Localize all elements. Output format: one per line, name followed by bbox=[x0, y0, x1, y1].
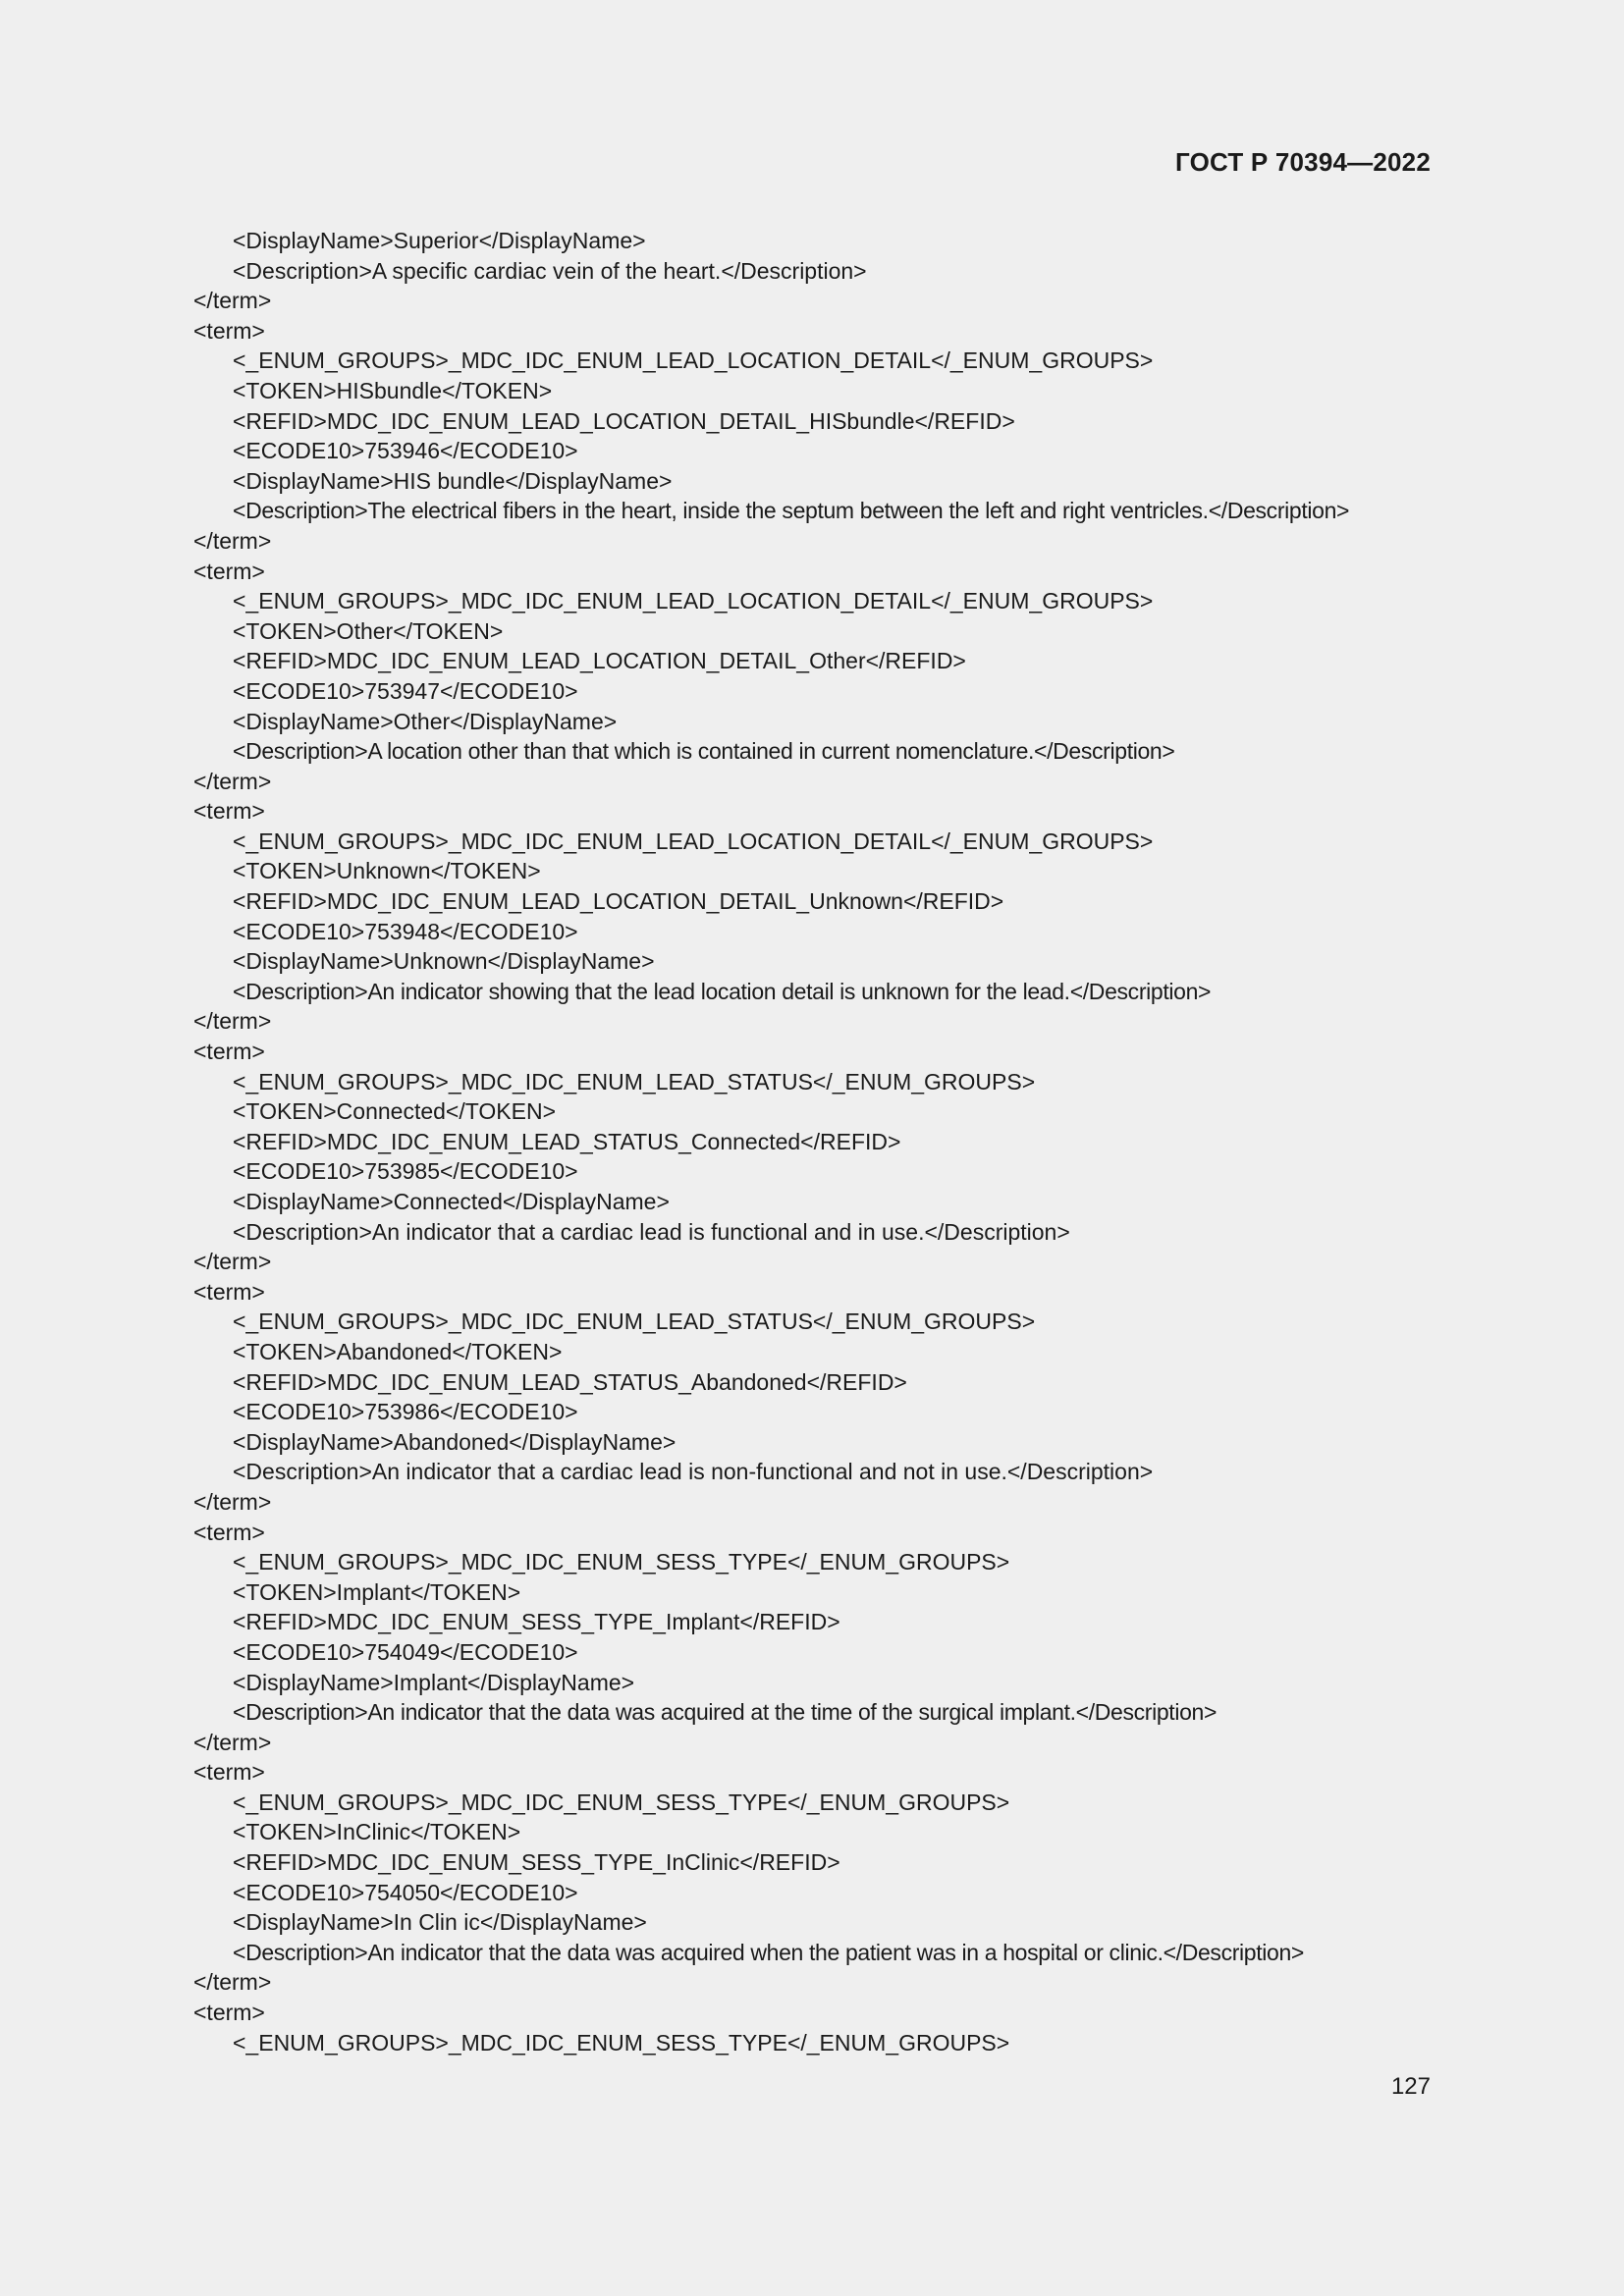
xml-line: <term> bbox=[193, 558, 265, 584]
xml-line: <Description>An indicator that the data was acquired when the patient was in a hospital or clinic.</Description> bbox=[233, 1939, 1305, 1965]
standard-header: ГОСТ Р 70394—2022 bbox=[1175, 147, 1431, 177]
xml-line: <REFID>MDC_IDC_ENUM_SESS_TYPE_InClinic</REFID> bbox=[233, 1849, 840, 1876]
xml-line: </term> bbox=[193, 1008, 272, 1035]
xml-line: <DisplayName>HIS bundle</DisplayName> bbox=[233, 467, 673, 494]
xml-line: <TOKEN>Implant</TOKEN> bbox=[233, 1578, 521, 1605]
xml-line: <_ENUM_GROUPS>_MDC_IDC_ENUM_LEAD_LOCATION_DETAIL</_ENUM_GROUPS> bbox=[233, 347, 1154, 374]
xml-line: <DisplayName>Superior</DisplayName> bbox=[233, 228, 646, 253]
xml-line: <REFID>MDC_IDC_ENUM_SESS_TYPE_Implant</REFID> bbox=[233, 1609, 840, 1635]
xml-line: <Description>A location other than that which is contained in current nomenclature.</Description> bbox=[233, 738, 1175, 765]
xml-line: <TOKEN>Unknown</TOKEN> bbox=[233, 858, 541, 884]
xml-line: <Description>An indicator showing that the lead location detail is unknown for the lead.</Description> bbox=[233, 978, 1212, 1004]
xml-line: <REFID>MDC_IDC_ENUM_LEAD_STATUS_Abandoned</REFID> bbox=[233, 1368, 907, 1395]
xml-line: <DisplayName>Unknown</DisplayName> bbox=[233, 948, 655, 975]
xml-line: <REFID>MDC_IDC_ENUM_LEAD_LOCATION_DETAIL_Other</REFID> bbox=[233, 648, 966, 674]
xml-line: <ECODE10>754050</ECODE10> bbox=[233, 1879, 578, 1905]
xml-line: </term> bbox=[193, 1729, 272, 1755]
xml-line: <ECODE10>753948</ECODE10> bbox=[233, 918, 578, 944]
xml-line: </term> bbox=[193, 768, 272, 794]
xml-line: <TOKEN>Other</TOKEN> bbox=[233, 617, 504, 644]
xml-line: <_ENUM_GROUPS>_MDC_IDC_ENUM_LEAD_STATUS</_ENUM_GROUPS> bbox=[233, 1068, 1036, 1095]
xml-line: <term> bbox=[193, 1759, 265, 1786]
xml-line: <TOKEN>Abandoned</TOKEN> bbox=[233, 1338, 563, 1364]
xml-line: <TOKEN>InClinic</TOKEN> bbox=[233, 1819, 521, 1845]
xml-line: <Description>An indicator that a cardiac lead is non-functional and not in use.</Description> bbox=[233, 1459, 1154, 1485]
xml-line: <DisplayName>Abandoned</DisplayName> bbox=[233, 1428, 677, 1455]
xml-line: <ECODE10>753985</ECODE10> bbox=[233, 1158, 578, 1185]
xml-line: <REFID>MDC_IDC_ENUM_LEAD_LOCATION_DETAIL_Unknown</REFID> bbox=[233, 888, 1004, 915]
xml-line: <DisplayName>In Clin ic</DisplayName> bbox=[233, 1909, 647, 1936]
xml-line: <TOKEN>Connected</TOKEN> bbox=[233, 1098, 556, 1125]
xml-line: </term> bbox=[193, 1249, 272, 1275]
xml-line: <term> bbox=[193, 317, 265, 344]
xml-line: <ECODE10>753946</ECODE10> bbox=[233, 438, 578, 464]
xml-line: </term> bbox=[193, 1488, 272, 1515]
xml-line: <_ENUM_GROUPS>_MDC_IDC_ENUM_SESS_TYPE</_ENUM_GROUPS> bbox=[233, 1549, 1010, 1575]
xml-line: <TOKEN>HISbundle</TOKEN> bbox=[233, 377, 553, 403]
xml-line: <_ENUM_GROUPS>_MDC_IDC_ENUM_SESS_TYPE</_ENUM_GROUPS> bbox=[233, 2029, 1010, 2056]
page-number: 127 bbox=[1390, 2073, 1431, 2100]
xml-line: <term> bbox=[193, 1278, 265, 1305]
xml-line: <DisplayName>Other</DisplayName> bbox=[233, 708, 618, 734]
xml-line: <term> bbox=[193, 1039, 265, 1065]
xml-line: <_ENUM_GROUPS>_MDC_IDC_ENUM_LEAD_LOCATION_DETAIL</_ENUM_GROUPS> bbox=[233, 828, 1154, 854]
xml-line: <_ENUM_GROUPS>_MDC_IDC_ENUM_LEAD_STATUS</_ENUM_GROUPS> bbox=[233, 1308, 1036, 1335]
xml-listing bbox=[193, 226, 1470, 2057]
xml-line: </term> bbox=[193, 527, 272, 554]
xml-line: </term> bbox=[193, 1969, 272, 1996]
xml-line: <ECODE10>753986</ECODE10> bbox=[233, 1399, 578, 1425]
xml-line: </term> bbox=[193, 288, 272, 314]
xml-line: <DisplayName>Implant</DisplayName> bbox=[233, 1669, 635, 1695]
xml-line: <ECODE10>753947</ECODE10> bbox=[233, 677, 578, 704]
xml-line: <term> bbox=[193, 798, 265, 825]
xml-line: <Description>A specific cardiac vein of the heart.</Description> bbox=[233, 257, 867, 284]
xml-line: <ECODE10>754049</ECODE10> bbox=[233, 1638, 578, 1665]
xml-line: <term> bbox=[193, 2000, 265, 2026]
xml-line: <Description>The electrical fibers in the heart, inside the septum between the left and right ventricles.</Description> bbox=[233, 498, 1350, 524]
xml-line: <REFID>MDC_IDC_ENUM_LEAD_LOCATION_DETAIL_HISbundle</REFID> bbox=[233, 407, 1015, 434]
xml-line: <term> bbox=[193, 1519, 265, 1545]
xml-line: <Description>An indicator that a cardiac lead is functional and in use.</Description> bbox=[233, 1218, 1070, 1245]
xml-line: <_ENUM_GROUPS>_MDC_IDC_ENUM_LEAD_LOCATION_DETAIL</_ENUM_GROUPS> bbox=[233, 588, 1154, 614]
xml-line: <_ENUM_GROUPS>_MDC_IDC_ENUM_SESS_TYPE</_ENUM_GROUPS> bbox=[233, 1789, 1010, 1815]
xml-line: <Description>An indicator that the data was acquired at the time of the surgical implant.</Description> bbox=[233, 1699, 1218, 1726]
xml-line: <DisplayName>Connected</DisplayName> bbox=[233, 1189, 670, 1214]
xml-line: <REFID>MDC_IDC_ENUM_LEAD_STATUS_Connected</REFID> bbox=[233, 1128, 901, 1154]
